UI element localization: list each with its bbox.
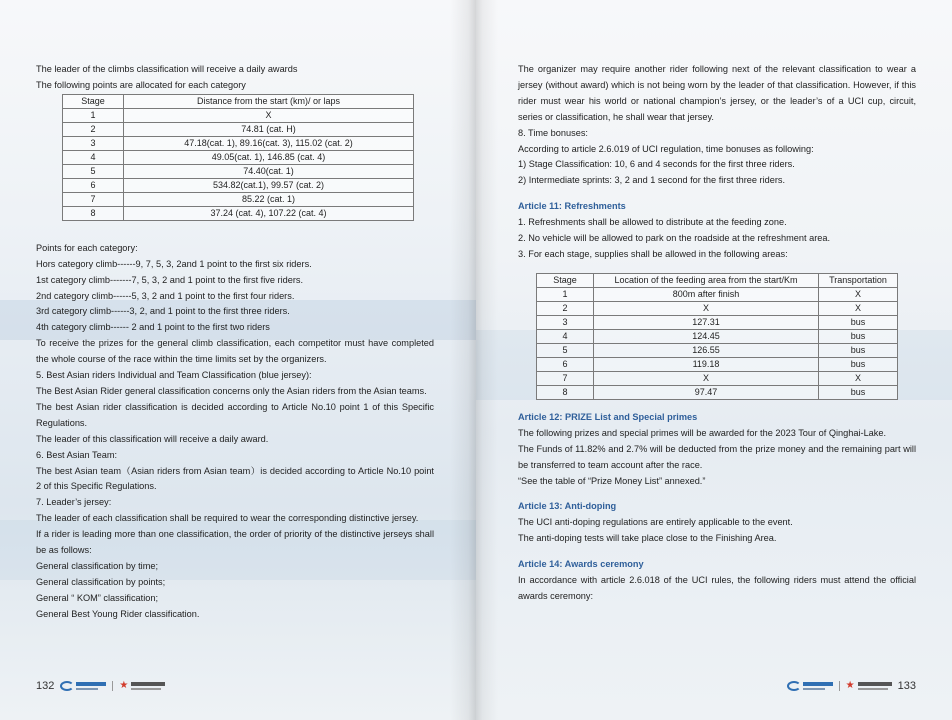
table-cell: 7 <box>537 371 594 385</box>
right-page <box>476 0 952 720</box>
paragraph: According to article 2.6.019 of UCI regulation, time bonuses as following: <box>518 143 814 154</box>
paragraph: The Funds of 11.82% and 2.7% will be deducted from the prize money and the remaining part will be transferred to team account after the race. <box>518 443 916 470</box>
table-row <box>537 385 898 399</box>
climb-points-table <box>62 94 414 221</box>
tour-logo-icon <box>787 680 833 692</box>
paragraph: 2) Intermediate sprints: 3, 2 and 1 second for the first three riders. <box>518 175 786 186</box>
table-cell: 7 <box>63 192 124 206</box>
table-cell: bus <box>819 329 898 343</box>
article-heading: Article 11: Refreshments <box>518 201 626 212</box>
right-column <box>518 62 916 605</box>
table-row <box>63 192 414 206</box>
column-header: Distance from the start (km)/ or laps <box>124 94 414 108</box>
table-row <box>63 150 414 164</box>
paragraph: The best Asian rider classification is decided according to Article No.10 point 1 of this Specific Regulations. <box>36 401 434 428</box>
table-row <box>63 206 414 220</box>
article-heading: Article 14: Awards ceremony <box>518 559 644 570</box>
paragraph: The leader of the climbs classification will receive a daily awards <box>36 64 298 74</box>
table-row <box>63 164 414 178</box>
tour-logo-icon <box>60 680 106 692</box>
left-column <box>36 62 434 623</box>
page-number: 133 <box>897 680 916 692</box>
table-cell: 534.82(cat.1), 99.57 (cat. 2) <box>124 178 414 192</box>
gutter-shadow <box>450 0 476 720</box>
table-cell: bus <box>819 385 898 399</box>
page-footer <box>36 680 165 692</box>
paragraph: 7. Leader’s jersey: <box>36 497 112 508</box>
table-row <box>537 315 898 329</box>
column-header: Stage <box>63 94 124 108</box>
table-cell: 74.81 (cat. H) <box>124 122 414 136</box>
table-cell: 1 <box>537 287 594 301</box>
sports-logo-icon: ★ <box>846 680 892 692</box>
table-cell: 3 <box>63 136 124 150</box>
paragraph: The leader of this classification will receive a daily award. <box>36 433 269 444</box>
paragraph: The anti-doping tests will take place close to the Finishing Area. <box>518 533 777 544</box>
table-cell: bus <box>819 315 898 329</box>
table-header-row <box>63 94 414 108</box>
paragraph: If a rider is leading more than one classification, the order of priority of the distinctive jerseys shall be as follows: <box>36 529 434 556</box>
table-row <box>63 122 414 136</box>
table-cell: 8 <box>537 385 594 399</box>
paragraph: In accordance with article 2.6.018 of the UCI rules, the following riders must attend the official awards ceremony: <box>518 575 916 601</box>
gutter-shadow <box>476 0 498 720</box>
table-row <box>537 371 898 385</box>
table-cell: 6 <box>537 357 594 371</box>
table-cell: X <box>819 371 898 385</box>
column-header: Transportation <box>819 273 898 287</box>
table-cell: 127.31 <box>594 315 819 329</box>
table-cell: 2 <box>537 301 594 315</box>
paragraph: 8. Time bonuses: <box>518 127 588 138</box>
table-cell: X <box>819 287 898 301</box>
table-row <box>63 136 414 150</box>
divider <box>112 681 113 691</box>
paragraph: 3rd category climb------3, 2, and 1 point to the first three riders. <box>36 306 290 317</box>
paragraph: General classification by points; <box>36 576 166 587</box>
divider <box>839 681 840 691</box>
table-row <box>537 287 898 301</box>
table-cell: 47.18(cat. 1), 89.16(cat. 3), 115.02 (cat. 2) <box>124 136 414 150</box>
column-header: Location of the feeding area from the start/Km <box>594 273 819 287</box>
table-cell: 74.40(cat. 1) <box>124 164 414 178</box>
paragraph: General classification by time; <box>36 560 159 571</box>
article-heading: Article 13: Anti-doping <box>518 501 617 512</box>
paragraph: The leader of each classification shall be required to wear the corresponding distinctive jersey. <box>36 513 419 524</box>
table-row <box>537 301 898 315</box>
sports-logo-icon: ★ <box>119 680 165 692</box>
table-cell: 37.24 (cat. 4), 107.22 (cat. 4) <box>124 206 414 220</box>
table-header-row <box>537 273 898 287</box>
column-header: Stage <box>537 273 594 287</box>
table-cell: 5 <box>63 164 124 178</box>
table-row <box>63 178 414 192</box>
table-cell: X <box>124 108 414 122</box>
paragraph: General Best Young Rider classification. <box>36 608 200 619</box>
paragraph: 1st category climb-------7, 5, 3, 2 and 1 point to the first five riders. <box>36 274 304 285</box>
table-cell: 4 <box>63 150 124 164</box>
table-row <box>537 329 898 343</box>
paragraph: The following points are allocated for each category <box>36 79 246 90</box>
table-row <box>537 357 898 371</box>
paragraph: The Best Asian Rider general classification concerns only the Asian riders from the Asian teams. <box>36 385 427 396</box>
table-cell: 119.18 <box>594 357 819 371</box>
page-footer <box>787 680 916 692</box>
table-cell: 5 <box>537 343 594 357</box>
table-cell: 8 <box>63 206 124 220</box>
table-cell: 6 <box>63 178 124 192</box>
table-cell: 1 <box>63 108 124 122</box>
article-heading: Article 12: PRIZE List and Special primes <box>518 411 698 422</box>
table-row <box>537 343 898 357</box>
table-cell: 126.55 <box>594 343 819 357</box>
paragraph: 4th category climb------ 2 and 1 point to the first two riders <box>36 322 270 333</box>
paragraph: Points for each category: <box>36 242 138 253</box>
table-cell: 124.45 <box>594 329 819 343</box>
paragraph: The organizer may require another rider following next of the relevant classification to wear a jersey (without award) which is not being worn by the leader of that classification. However, if this rider must wear his world or national champion’s jersey, or the leader’s of a UCI cup, circuit, series or classification, he shall wear that jersey. <box>518 64 916 122</box>
table-cell: 3 <box>537 315 594 329</box>
table-cell: 85.22 (cat. 1) <box>124 192 414 206</box>
paragraph: General “ KOM” classification; <box>36 592 159 603</box>
paragraph: The following prizes and special primes will be awarded for the 2023 Tour of Qinghai-Lake. <box>518 427 887 438</box>
table-cell: 49.05(cat. 1), 146.85 (cat. 4) <box>124 150 414 164</box>
page-number: 132 <box>36 680 55 692</box>
table-cell: 2 <box>63 122 124 136</box>
paragraph: 3. For each stage, supplies shall be allowed in the following areas: <box>518 248 788 259</box>
table-cell: 800m after finish <box>594 287 819 301</box>
feeding-area-table <box>536 273 898 400</box>
paragraph: Hors category climb------9, 7, 5, 3, 2and 1 point to the first six riders. <box>36 258 312 269</box>
paragraph: “See the table of “Prize Money List” annexed.” <box>518 475 706 486</box>
table-cell: X <box>594 301 819 315</box>
paragraph: The UCI anti-doping regulations are entirely applicable to the event. <box>518 517 793 528</box>
paragraph: 1. Refreshments shall be allowed to distribute at the feeding zone. <box>518 217 787 228</box>
table-cell: bus <box>819 343 898 357</box>
paragraph: 5. Best Asian riders Individual and Team Classification (blue jersey): <box>36 370 312 381</box>
table-row <box>63 108 414 122</box>
paragraph: 6. Best Asian Team: <box>36 449 118 460</box>
paragraph: 2. No vehicle will be allowed to park on the roadside at the refreshment area. <box>518 233 831 244</box>
paragraph: 1) Stage Classification: 10, 6 and 4 seconds for the first three riders. <box>518 159 795 170</box>
table-cell: X <box>819 301 898 315</box>
table-cell: 97.47 <box>594 385 819 399</box>
paragraph: The best Asian team（Asian riders from Asian team）is decided according to Article No.10 point 2 of this Specific Regulations. <box>36 465 434 492</box>
table-cell: X <box>594 371 819 385</box>
table-cell: 4 <box>537 329 594 343</box>
paragraph: To receive the prizes for the general climb classification, each competitor must have completed the whole course of the race within the time limits set by the organizers. <box>36 338 434 365</box>
paragraph: 2nd category climb------5, 3, 2 and 1 point to the first four riders. <box>36 290 295 301</box>
table-cell: bus <box>819 357 898 371</box>
